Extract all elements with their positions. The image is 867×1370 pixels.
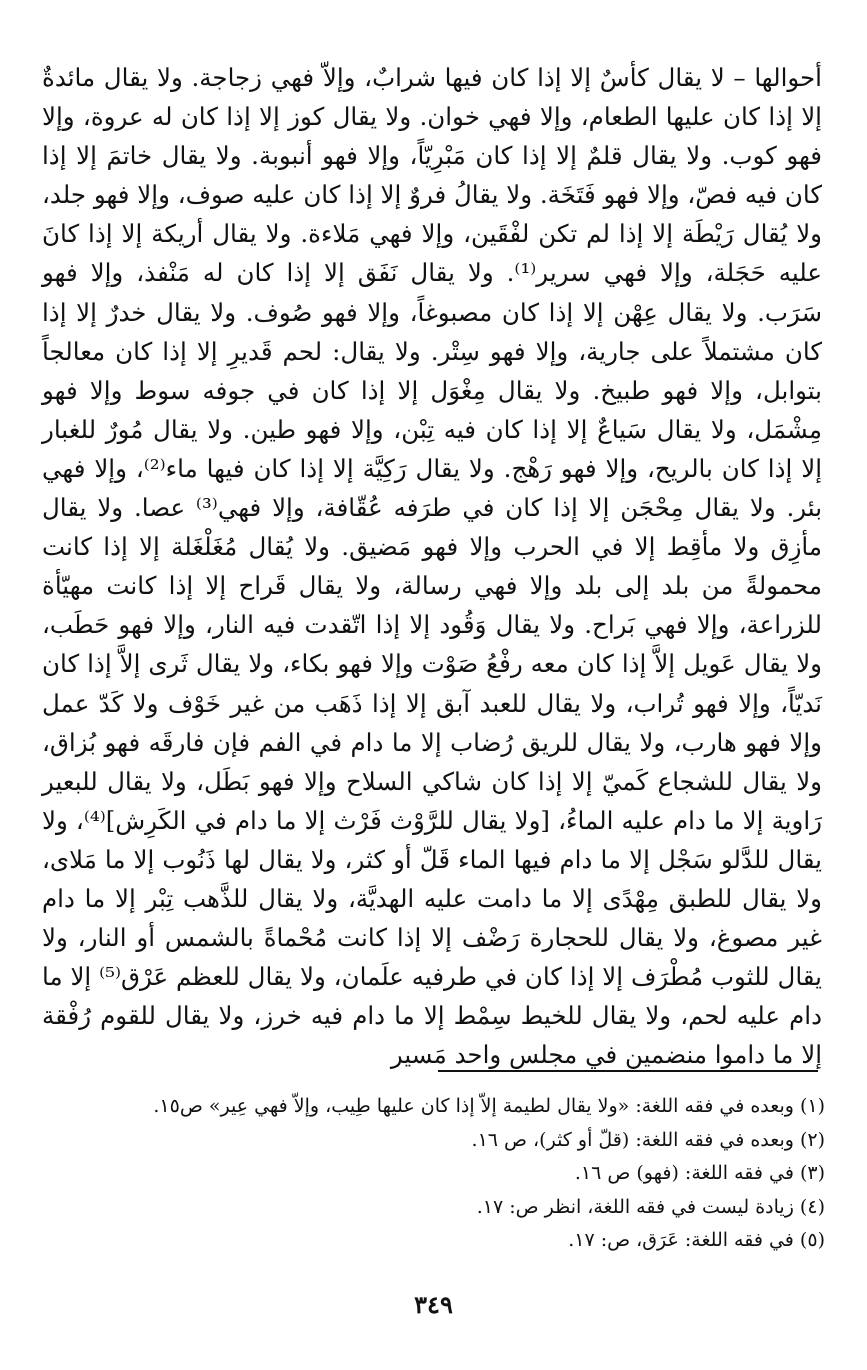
footnote-1: (١) وبعده في فقه اللغة: «ولا يقال لطيمة إلاّ إذا كان عليها طِيب، وإلاّ فهي عِير» ص١٥.: [153, 1095, 825, 1117]
page-number: ٣٤٩: [414, 1290, 453, 1319]
footnotes: [60, 1090, 825, 1258]
footnote-2: (٢) وبعده في فقه اللغة: (قلّ أو كثر)، ص ١٦.: [471, 1128, 825, 1151]
footnote-separator: [438, 1070, 818, 1072]
footnote-4: (٤) زيادة ليست في فقه اللغة، انظر ص: ١٧.: [476, 1195, 825, 1218]
footnote-5: (٥) في فقه اللغة: عَرَق، ص: ١٧.: [568, 1229, 825, 1251]
footnote-3: (٣) في فقه اللغة: (فهو) ص ١٦.: [574, 1162, 825, 1184]
body-text: [42, 58, 822, 1074]
main-paragraph: أحوالها – لا يقال كأسٌ إلا إذا كان فيها شرابٌ، وإلاّ فهي زجاجة. ولا يقال مائدةٌ إلا إذا كان عليها الطعام، وإلا فهي خوان. ولا يقال كوز إلا إذا كان له عروة، وإلا فهو كوب. ولا يقال قلمٌ إلا إذا كان مَبْرِيّاً، وإلا فهو أنبوبة. ولا يقال خاتمَ إلا إذا كان فيه فصّ، وإلا فهو فَتَخَة. ولا يقالُ فروٌ إلا إذا كان عليه صوف، وإلا فهو جلد، ولا يُقال رَيْطَة إلا إذا لم تكن لفْقَين، وإلا فهي مَلاءة. ولا يقال أريكة إلا إذا كانَ عليه حَجَلة، وإلا فهي سرير⁽¹⁾. ولا يقال نَفَق إلا إذا كان له مَنْفذ، وإلا فهو سَرَب. ولا يقال عِهْن إلا إذا كان مصبوغاً، وإلا فهو صُوف. ولا يقال خدرٌ إلا إذا كان مشتملاً على جارية، وإلا فهو سِتْر. ولا يقال: لحم قَديرِ إلا إذا كان معالجاً بتوابل، وإلا فهو طبيخ. ولا يقال مِغْوَل إلا إذا كان في جوفه سوط وإلا فهو مِشْمَل، ولا يقال سَياعٌ إلا إذا كان فيه تِبْن، وإلا فهو طين. ولا يقال مُورٌ للغبار إلا إذا كان بالريح، وإلا فهو رَهْج. ولا يقال رَكِيَّة إلا إذا كان فيها ماء⁽²⁾، وإلا فهي بئر. ولا يقال مِحْجَن إلا إذا كان في طرَفه عُقّافة، وإلا فهي⁽³⁾ عصا. ولا يقال مأزِق ولا مأقِط إلا في الحرب وإلا فهو مَضيق. ولا يُقال مُغَلْغَلة إلا إذا كانت محمولةً من بلد إلى بلد وإلا فهي رسالة، ولا يقال قَراح إلا إذا كانت مهيّأة للزراعة، وإلا فهي بَراح. ولا يقال وَقُود إلا إذا اتّقدت فيه النار، وإلا فهو حَطَب، ولا يقال عَويل إلاَّ إذا كان معه رفْعُ صَوْت وإلا فهو بكاء، ولا يقال ثَرى إلاَّ إذا كان نَديّاً، وإلا فهو تُراب، ولا يقال للعبد آبق إلا إذا ذَهَب من غير خَوْف ولا كَدّ عمل وإلا فهو هارب، ولا يقال للريق رُضاب إلا ما دام في الفم فإن فارقَه فهو بُزاق، ولا يقال للشجاع كَميّ إلا إذا كان شاكي السلاح وإلا فهو بَطَل، ولا يقال للبعير رَاوية إلا ما دام عليه الماءُ، [ولا يقال للرَّوْث فَرْث إلا ما دام في الكَرِش]⁽⁴⁾، ولا يقال للدَّلو سَجْل إلا ما دام فيها الماء قَلّ أو كثر، ولا يقال لها ذَنُوب إلا ما مَلاى، ولا يقال للطبق مِهْدًى إلا ما دامت عليه الهديَّة، ولا يقال للذَّهب تِبْر إلا ما دام غير مصوغ، ولا يقال للحجارة رَضْف إلا إذا كانت مُحْماةً بالشمس أو النار، ولا يقال للثوب مُطْرَف إلا إذا كان في طرفيه علَمان، ولا يقال للعظم عَرْق⁽⁵⁾ إلا ما دام عليه لحم، ولا يقال للخيط سِمْط إلا ما دام فيه خرز، ولا يقال للقوم رُفْقة إلا ما داموا منضمين في مجلس واحد مَسير: [42, 63, 823, 1070]
